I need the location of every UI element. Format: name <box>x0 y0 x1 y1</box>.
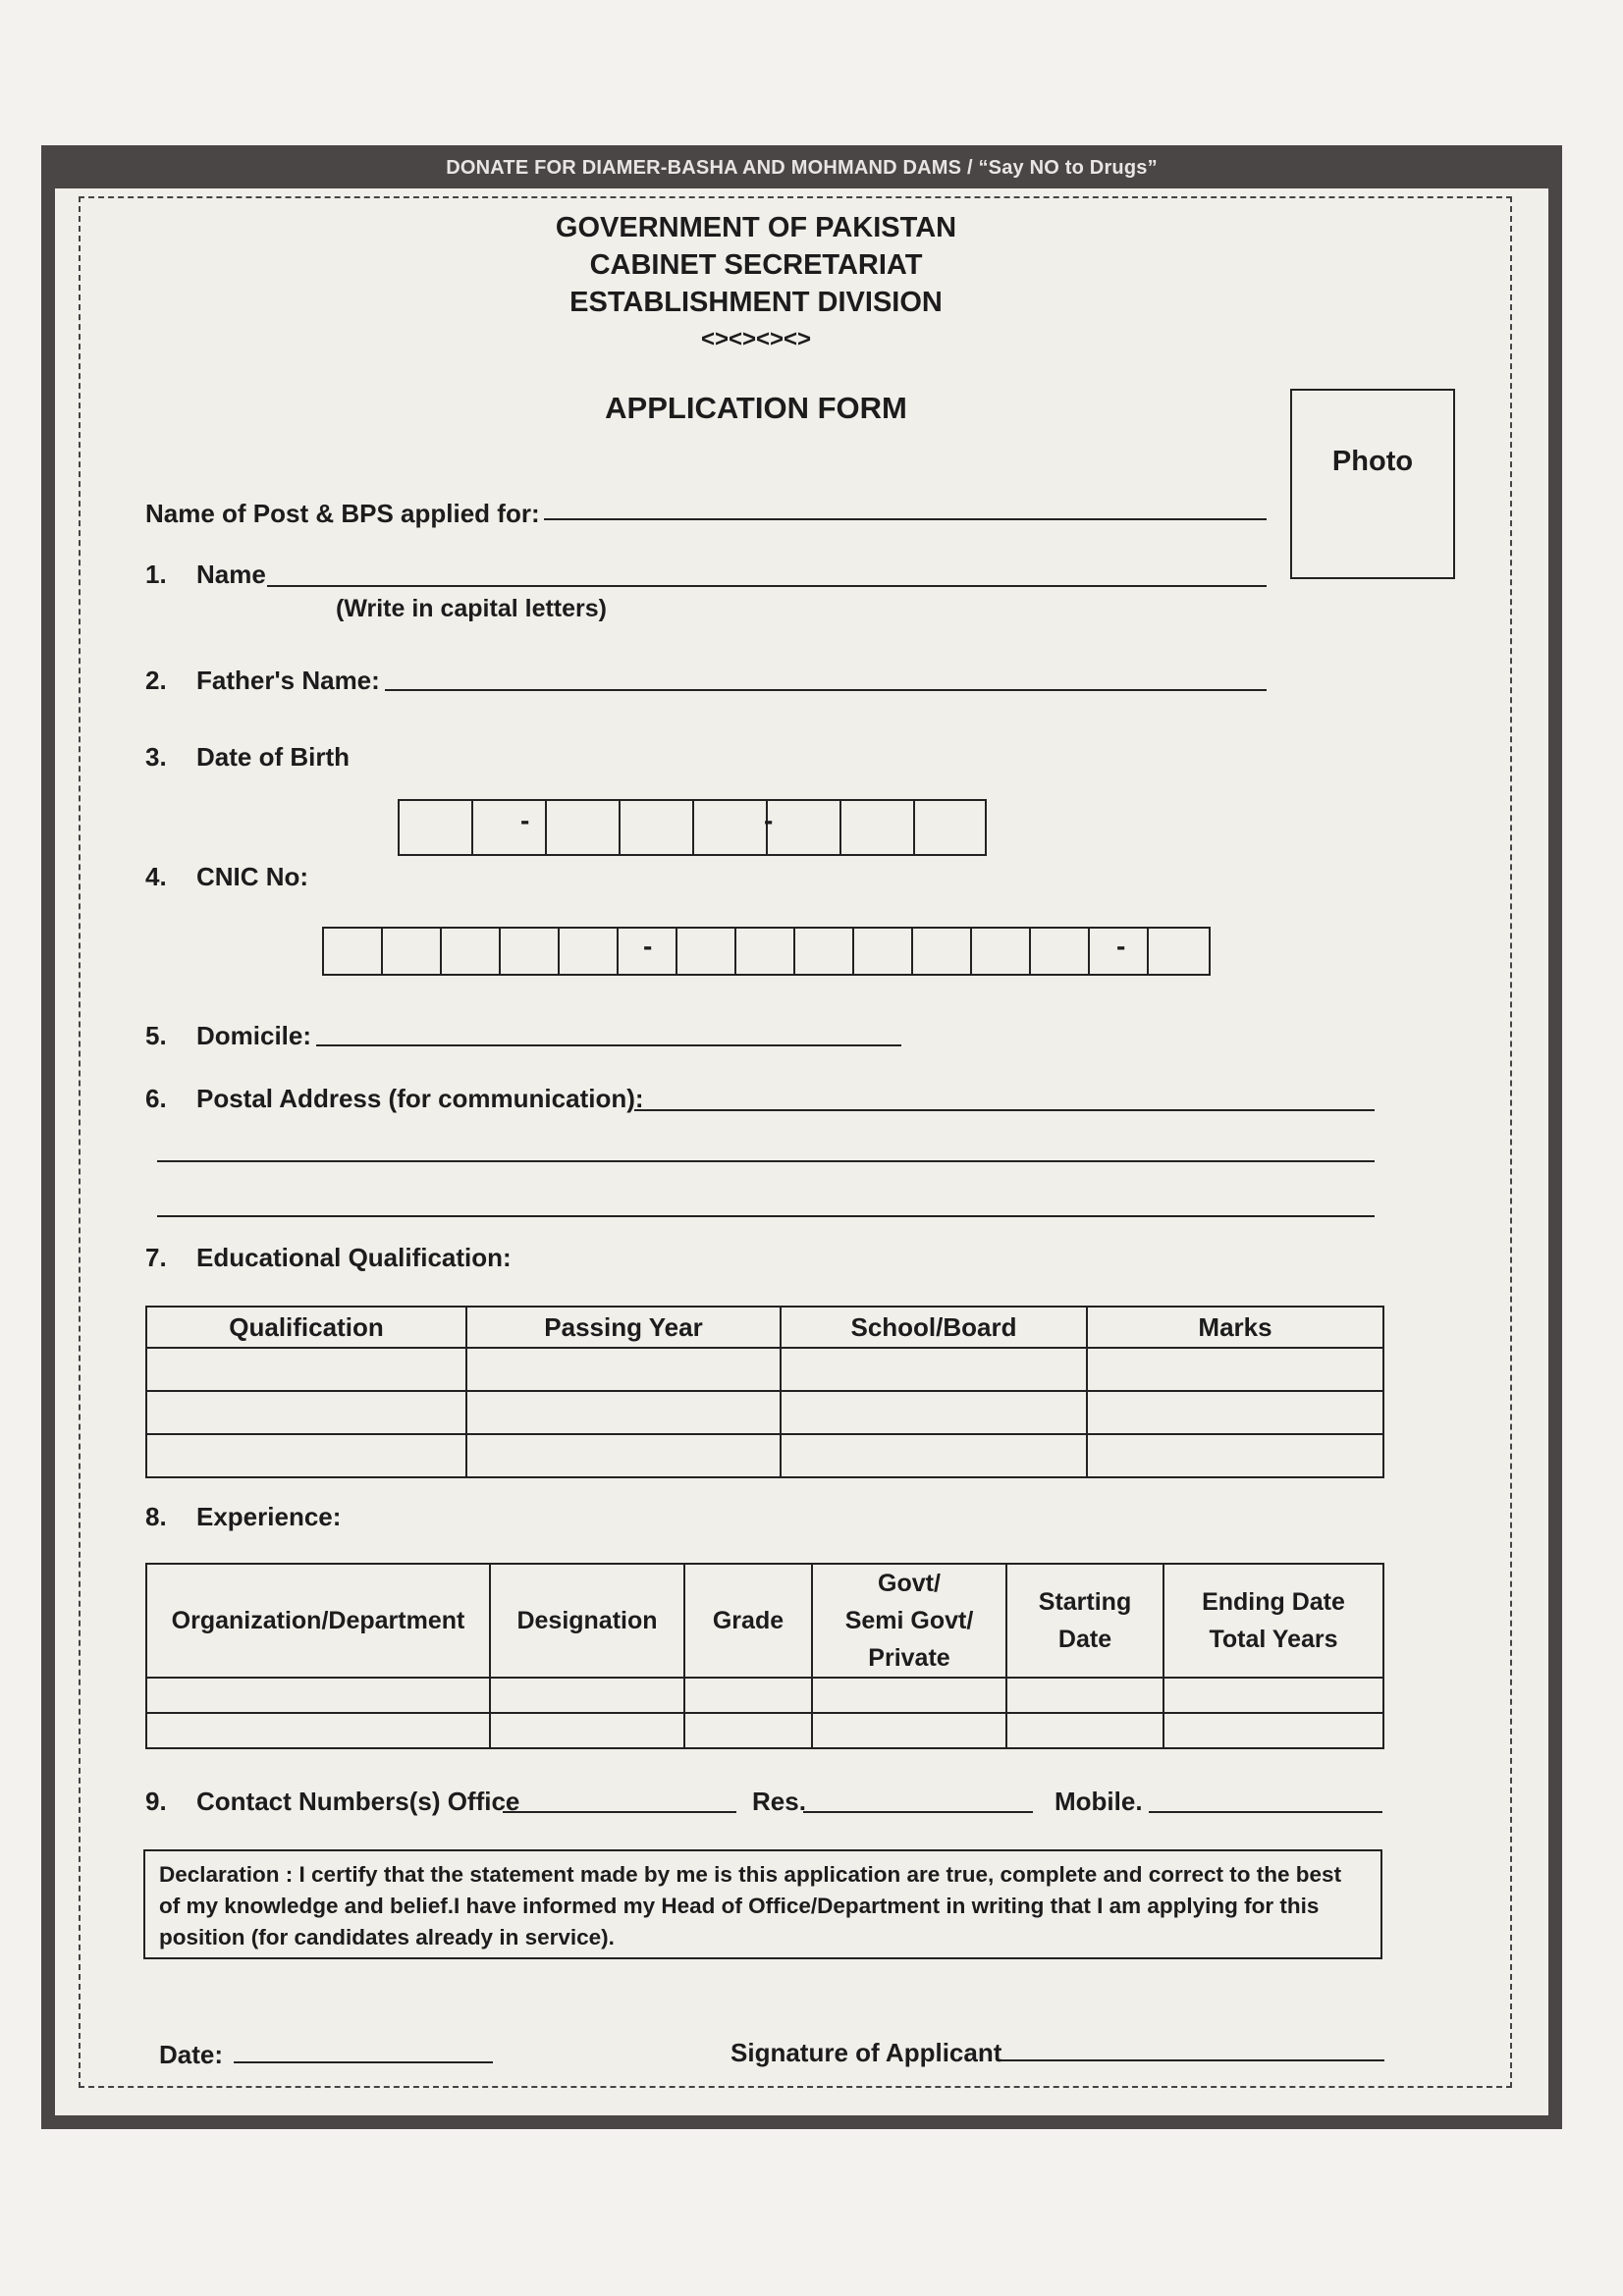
form-title: APPLICATION FORM <box>605 391 907 425</box>
contact-office-label: 9. Contact Numbers(s) Office <box>145 1787 520 1816</box>
experience-header: Organization/Department <box>146 1564 490 1678</box>
header-establishment: ESTABLISHMENT DIVISION <box>569 287 943 318</box>
cnic-label: 4. CNIC No: <box>145 862 309 891</box>
dob-label: 3. Date of Birth <box>145 742 350 772</box>
post-input[interactable] <box>544 518 1267 520</box>
address-label: 6. Postal Address (for communication): <box>145 1084 644 1113</box>
experience-header: Starting Date <box>1006 1564 1163 1678</box>
dob-boxes[interactable] <box>398 799 987 856</box>
address-input[interactable] <box>634 1109 1375 1111</box>
education-header: Qualification <box>146 1307 466 1348</box>
signature-input[interactable] <box>1001 2059 1384 2061</box>
photo-label: Photo <box>1331 446 1414 477</box>
signature-label: Signature of Applicant <box>730 2038 1002 2067</box>
name-hint: (Write in capital letters) <box>336 595 607 622</box>
education-header: School/Board <box>781 1307 1087 1348</box>
declaration-box: Declaration : I certify that the statement made by me is this application are true, complete and correct to the best of my knowledge and belief.I have informed my Head of Office/Department in writing that I am applying for this position (for candidates already in service). <box>143 1849 1382 1959</box>
education-header: Passing Year <box>466 1307 781 1348</box>
cnic-separator: - <box>643 931 653 961</box>
table-row[interactable] <box>146 1348 1383 1391</box>
contact-mobile-label: Mobile. <box>1055 1787 1143 1816</box>
name-input[interactable] <box>267 585 1267 587</box>
contact-office-input[interactable] <box>503 1811 736 1813</box>
experience-header: Designation <box>490 1564 684 1678</box>
address-input[interactable] <box>157 1215 1375 1217</box>
domicile-label: 5. Domicile: <box>145 1021 312 1050</box>
table-row[interactable] <box>146 1678 1383 1713</box>
experience-header: Govt/ Semi Govt/ Private <box>812 1564 1006 1678</box>
header-government: GOVERNMENT OF PAKISTAN <box>555 212 957 243</box>
education-label: 7. Educational Qualification: <box>145 1243 512 1272</box>
contact-mobile-input[interactable] <box>1149 1811 1382 1813</box>
table-row[interactable] <box>146 1713 1383 1748</box>
contact-res-input[interactable] <box>803 1811 1033 1813</box>
name-label: 1. Name <box>145 560 266 589</box>
date-label: Date: <box>159 2040 224 2069</box>
header-cabinet: CABINET SECRETARIAT <box>589 249 923 281</box>
experience-label: 8. Experience: <box>145 1502 342 1531</box>
father-name-label: 2. Father's Name: <box>145 666 380 695</box>
father-name-input[interactable] <box>385 689 1267 691</box>
cnic-boxes[interactable] <box>322 927 1211 976</box>
experience-header: Grade <box>684 1564 812 1678</box>
address-input[interactable] <box>157 1160 1375 1162</box>
dob-separator: - <box>520 805 530 835</box>
education-table <box>145 1306 1384 1478</box>
post-label: Name of Post & BPS applied for: <box>145 499 540 528</box>
experience-table <box>145 1563 1384 1749</box>
table-row[interactable] <box>146 1434 1383 1477</box>
header-ornament: <><><><> <box>700 326 812 352</box>
donation-banner: DONATE FOR DIAMER-BASHA AND MOHMAND DAMS / “Say NO to Drugs” <box>41 147 1562 188</box>
domicile-input[interactable] <box>316 1044 901 1046</box>
date-input[interactable] <box>234 2061 493 2063</box>
dob-separator: - <box>764 805 774 835</box>
photo-box[interactable] <box>1290 389 1455 579</box>
education-header: Marks <box>1087 1307 1383 1348</box>
experience-header: Ending Date Total Years <box>1163 1564 1383 1678</box>
contact-res-label: Res. <box>752 1787 806 1816</box>
table-row[interactable] <box>146 1391 1383 1434</box>
cnic-separator: - <box>1116 931 1126 961</box>
